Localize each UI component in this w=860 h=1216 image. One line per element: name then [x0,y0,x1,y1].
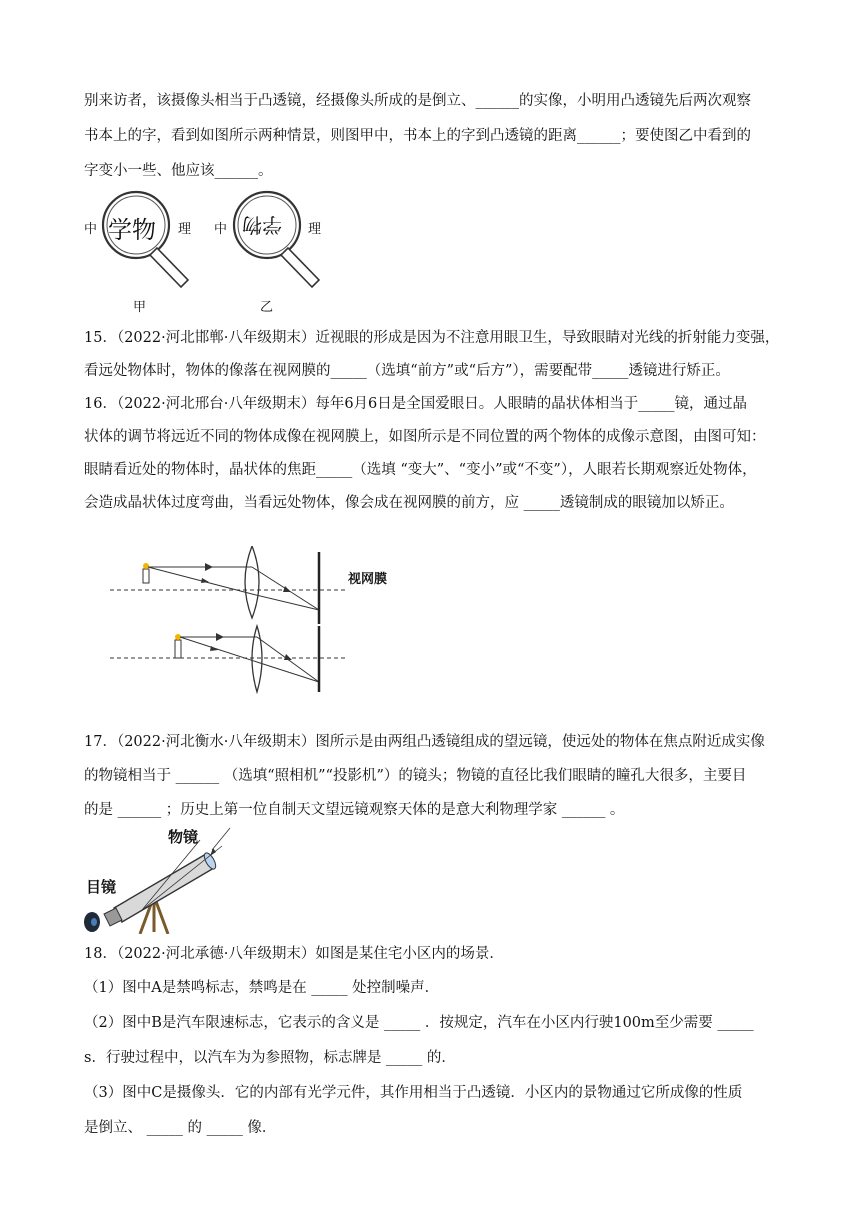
magnifier-b-text: 学物 [242,213,282,237]
magnifier-drawing [80,188,340,318]
magnifier-a-right-char: 理 [178,222,192,237]
caption-yi: 乙 [260,300,274,315]
q17-line-3: 的是 ______ ；历史上第一位自制天文望远镜观察天体的是意大利物理学家 ______ 。 [84,802,625,818]
q14-line-2: 书本上的字，看到如图所示两种情景，则图甲中，书本上的字到凸透镜的距离______；要使图乙中看到的 [84,128,751,144]
q18-line-5: （3）图中C是摄像头．它的内部有光学元件，其作用相当于凸透镜．小区内的景物通过它所成像的性质 [84,1085,743,1101]
telescope-figure [82,826,242,934]
caption-jia: 甲 [133,300,147,315]
q18-line-4: s．行驶过程中，以汽车为为参照物，标志牌是 _____ 的． [84,1050,456,1066]
q14-line-1: 别来访者，该摄像头相当于凸透镜，经摄像头所成的是倒立、______的实像，小明用凸透镜先后两次观察 [84,93,751,109]
q17-line-1: 17．（2022·河北衡水·八年级期末）图所示是由两组凸透镜组成的望远镜，使远处的物体在焦点附近成实像 [84,734,765,750]
q18-line-6: 是倒立、 _____ 的 _____ 像． [84,1120,277,1136]
q16-line-4: 会造成晶状体过度弯曲，当看远处物体，像会成在视网膜的前方，应 _____透镜制成的眼镜加以矫正。 [84,495,734,511]
magnifier-b-right-char: 理 [308,222,322,237]
magnifier-a-left-char: 中 [84,222,98,237]
magnifier-b-left-char: 中 [214,222,228,237]
retina-label: 视网膜 [348,572,388,587]
q15-line-2: 看远处物体时，物体的像落在视网膜的_____（选填“前方”或“后方”），需要配带_____透镜进行矫正。 [84,363,730,379]
q16-line-3: 眼睛看近处的物体时，晶状体的焦距_____（选填 “变大”、“变小”或“不变”），人眼若长期观察近处物体， [84,462,757,478]
magnifier-a-text: 学物 [108,216,156,244]
q17-line-2: 的物镜相当于 ______ （选填“照相机”“投影机”）的镜头；物镜的直径比我们眼睛的瞳孔大很多，主要目 [84,768,747,784]
q14-line-3: 字变小一些、他应该______。 [84,163,273,179]
q18-line-3: （2）图中B是汽车限速标志，它表示的含义是 _____ ．按规定，汽车在小区内行驶100m至少需要 _____ [84,1015,754,1031]
magnifier-figure [80,188,340,318]
q15-line-1: 15．（2022·河北邯郸·八年级期末）近视眼的形成是因为不注意用眼卫生，导致眼睛对光线的折射能力变强， [84,330,780,346]
q18-line-2: （1）图中A是禁鸣标志，禁鸣是在 _____ 处控制噪声． [84,980,440,996]
eyepiece-label: 目镜 [86,878,117,896]
q16-line-1: 16．（2022·河北邢台·八年级期末）每年6月6日是全国爱眼日。人眼睛的晶状体相当于_____镜，通过晶 [84,396,748,412]
eye-lens-figure [110,546,410,696]
objective-label: 物镜 [168,828,199,846]
q16-line-2: 状体的调节将远近不同的物体成像在视网膜上，如图所示是不同位置的两个物体的成像示意图，由图可知： [84,429,766,445]
q18-line-1: 18．（2022·河北承德·八年级期末）如图是某住宅小区内的场景． [84,946,504,962]
